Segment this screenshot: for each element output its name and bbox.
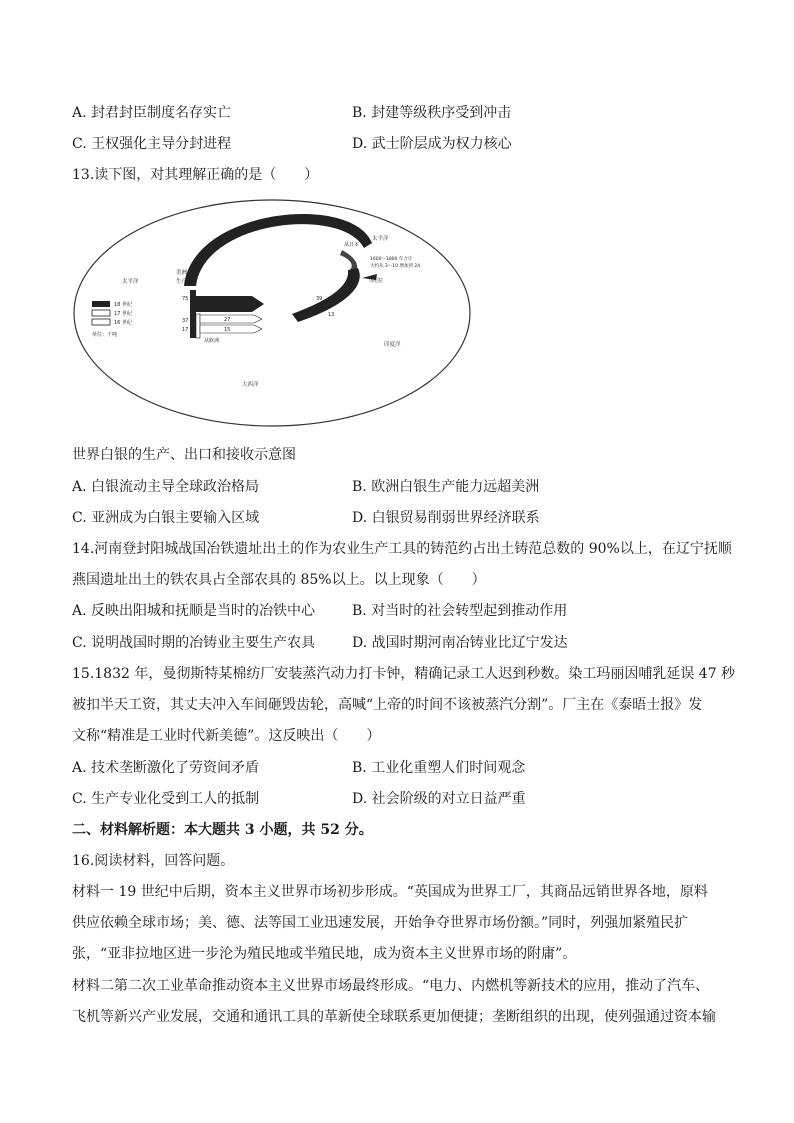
val-exp-18: 54 bbox=[228, 298, 235, 304]
q15-stem-line2: 被扣半天工资，其丈夫冲入车间砸毁齿轮，高喊“上帝的时间不该被蒸汽分割”。厂主在《泰晤士报》发 bbox=[72, 697, 703, 713]
q14-stem-line2: 燕国遗址出土的铁农具占全部农具的 85%以上。以上现象（ ） bbox=[72, 572, 486, 588]
silver-flow-map bbox=[72, 198, 472, 428]
q13-map-caption: 世界白银的生产、出口和接收示意图 bbox=[72, 447, 296, 463]
legend-16c-swatch bbox=[92, 319, 110, 325]
q14-option-c: C. 说明战国时期的冶铸业主要生产农具 bbox=[72, 635, 316, 651]
val-prod-16: 17 bbox=[182, 327, 189, 333]
legend-18c-swatch bbox=[92, 301, 110, 307]
america-prod-bar bbox=[190, 290, 196, 338]
val-prod-18: 75 bbox=[182, 296, 189, 302]
val-asia-in1: 39 bbox=[316, 296, 323, 302]
q16-material1-line3: 张，“亚非拉地区进一步沦为殖民地或半殖民地，成为资本主义世界市场的附庸”。 bbox=[72, 946, 577, 962]
legend-16c: 16 世纪 bbox=[114, 320, 132, 326]
q12-option-d: D. 武士阶层成为权力核心 bbox=[352, 136, 512, 152]
label-atlantic: 大西洋 bbox=[242, 382, 259, 388]
q14-option-a: A. 反映出阳城和抚顺是当时的冶铁中心 bbox=[72, 603, 316, 619]
label-note-1: 1600～1800 年合计 bbox=[370, 257, 413, 262]
legend-18c: 18 世纪 bbox=[114, 302, 132, 308]
label-from-japan: 从日本 bbox=[344, 242, 360, 248]
section2-title: 二、材料解析题：本大题共 3 小题，共 52 分。 bbox=[72, 822, 373, 838]
val-exp-17: 27 bbox=[224, 317, 231, 323]
q15-stem-line1: 15.1832 年，曼彻斯特某棉纺厂安装蒸汽动力打卡钟，精确记录工人迟到秒数。染工玛丽因哺乳延误 47 秒 bbox=[72, 666, 736, 682]
val-asia-in2: 13 bbox=[328, 312, 335, 318]
export-arrow-17c bbox=[200, 315, 262, 323]
label-from-america-1: 从美 bbox=[340, 222, 351, 228]
q13-stem: 13.读下图，对其理解正确的是（ ） bbox=[72, 167, 319, 183]
q15-option-a: A. 技术垄断激化了劳资间矛盾 bbox=[72, 760, 260, 776]
world-outline bbox=[74, 200, 470, 426]
q13-option-c: C. 亚洲成为白银主要输入区域 bbox=[72, 510, 260, 526]
q16-stem: 16.阅读材料，回答问题。 bbox=[72, 853, 235, 869]
q12-option-a: A. 封君封臣制度名存实亡 bbox=[72, 105, 232, 121]
val-prod-17: 37 bbox=[182, 318, 189, 324]
q13-option-d: D. 白银贸易削弱世界经济联系 bbox=[352, 510, 540, 526]
legend-17c: 17 世纪 bbox=[114, 311, 132, 317]
label-from-america-2: 洲 bbox=[354, 230, 360, 236]
q12-option-b: B. 封建等级秩序受到冲击 bbox=[352, 105, 512, 121]
label-production: 生产量 bbox=[176, 279, 193, 285]
q16-material1-line2: 供应依赖全球市场；美、德、法等国工业迅速发展，开始争夺世界市场份额。”同时，列强加紧殖民扩 bbox=[72, 915, 689, 931]
q12-option-c: C. 王权强化主导分封进程 bbox=[72, 136, 232, 152]
q13-option-a: A. 白银流动主导全球政治格局 bbox=[72, 479, 260, 495]
q15-option-c: C. 生产专业化受到工人的抵制 bbox=[72, 791, 260, 807]
export-arrow-16c bbox=[200, 325, 262, 333]
label-note-2: 大约从 3～10 增加到 24 bbox=[370, 264, 421, 269]
q16-material1-line1: 材料一 19 世纪中后期，资本主义世界市场初步形成。“英国成为世界工厂，其商品远销世界各地，原料 bbox=[72, 884, 708, 900]
label-america: 美洲 bbox=[176, 270, 188, 276]
map-unit: 单位：千吨 bbox=[92, 332, 118, 338]
q13-option-b: B. 欧洲白银生产能力远超美洲 bbox=[352, 479, 540, 495]
q14-option-d: D. 战国时期河南冶铸业比辽宁发达 bbox=[352, 635, 568, 651]
q14-stem-line1: 14.河南登封阳城战国冶铁遗址出土的作为农业生产工具的铸范约占出土铸范总数的 90%以上，在辽宁抚顺 bbox=[72, 541, 732, 557]
q14-option-b: B. 对当时的社会转型起到推动作用 bbox=[352, 603, 568, 619]
q15-stem-line3: 文称“精准是工业时代新美德”。这反映出（ ） bbox=[72, 728, 381, 744]
val-exp-16: 15 bbox=[224, 327, 231, 333]
q16-material2-line2: 飞机等新兴产业发展，交通和通讯工具的革新使全球联系更加便捷；垄断组织的出现，使列强通过资本输 bbox=[72, 1009, 716, 1025]
q15-option-d: D. 社会阶级的对立日益严重 bbox=[352, 791, 526, 807]
q15-option-b: B. 工业化重塑人们时间观念 bbox=[352, 760, 526, 776]
q16-material2-line1: 材料二第二次工业革命推动资本主义世界市场最终形成。“电力、内燃机等新技术的应用，推动了汽车、 bbox=[72, 978, 710, 994]
label-pacific-left: 太平洋 bbox=[122, 279, 139, 285]
label-indian-ocean: 印度洋 bbox=[384, 342, 401, 348]
legend-17c-swatch bbox=[92, 310, 110, 316]
label-manila: 马尼拉 bbox=[368, 278, 384, 284]
label-pacific-right: 太平洋 bbox=[372, 236, 389, 242]
label-from-europe: 从欧洲 bbox=[204, 338, 220, 344]
